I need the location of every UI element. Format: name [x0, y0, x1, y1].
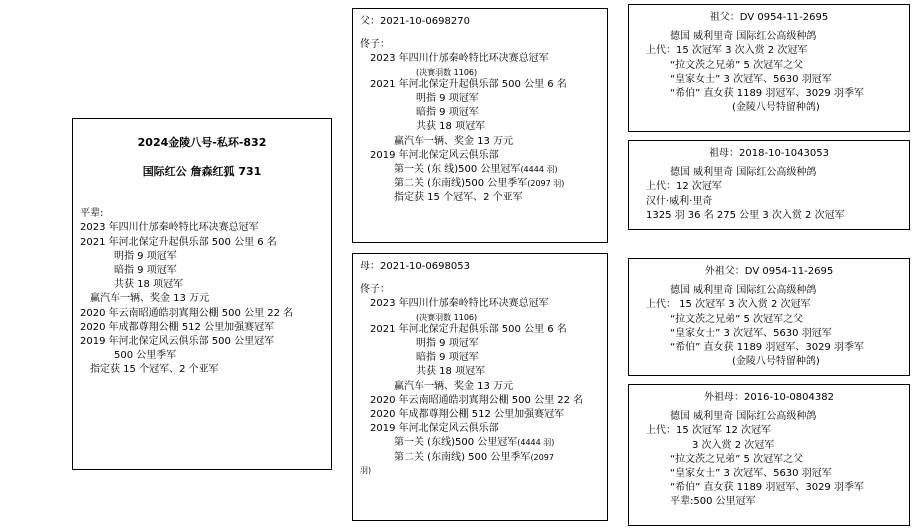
father-card	[352, 8, 608, 243]
spacer	[360, 29, 600, 38]
record-line: 明指 9 项冠军	[416, 93, 479, 105]
record-line: (金陵八号特留种鸽)	[732, 356, 820, 368]
record-line: 暗指 9 项冠军	[416, 352, 479, 364]
main-pigeon-bloodline: 国际红公 詹森红狐 731	[142, 164, 262, 178]
record-line: “皇家女士” 3 次冠军、5630 羽冠军	[670, 73, 832, 85]
record-line: 暗指 9 项冠军	[416, 107, 479, 119]
record-line: 2021 年河北保定升起俱乐部 500 公里 6 名	[370, 323, 567, 335]
record-line: 共获 18 项冠军	[416, 366, 486, 378]
record-line: 2021 年河北保定升起俱乐部 500 公里 6 名	[370, 78, 567, 90]
record-line: 2021 年河北保定升起俱乐部 500 公里 6 名	[80, 236, 277, 248]
record-line: (决赛羽数 1106)	[416, 67, 478, 77]
record-count: (2097	[530, 452, 554, 462]
record-line: 德国 威利里奇 国际红公高级种鸽	[670, 411, 817, 423]
record-line: 共获 18 项冠军	[416, 121, 486, 133]
record-line: 平辈:	[80, 208, 104, 220]
record-line: 指定获 15 个冠军、2 个亚军	[90, 364, 219, 376]
record-line: 赢汽车一辆、奖金 13 万元	[394, 135, 514, 147]
record-line: 2023 年四川什邡秦岭特比环决赛总冠军	[80, 222, 259, 234]
record-line: (金陵八号特留种鸽)	[732, 102, 820, 114]
record-text: 第一关 (东 线)500 公里冠军	[394, 164, 521, 176]
main-pigeon-ring-number: 2024金陵八号-私环-832	[137, 136, 267, 149]
record-line: 德国 威利里奇 国际红公高级种鸽	[670, 167, 817, 179]
main-pigeon-card	[72, 118, 332, 470]
record-line: 佟子：	[360, 39, 390, 51]
record-line: 2020 年成都尊翔公棚 512 公里加强赛冠军	[80, 321, 275, 333]
record-line: “希伯” 直女获 1189 羽冠军、3029 羽季军	[670, 87, 864, 99]
record-line: 2020 年成都尊翔公棚 512 公里加强赛冠军	[370, 409, 565, 421]
grandmother-card	[628, 140, 910, 230]
record-line: 上代：15 次冠军 12 次冠军	[646, 425, 771, 437]
record-line: 明指 9 项冠军	[416, 338, 479, 350]
record-line: 明指 9 项冠军	[114, 250, 177, 262]
record-line: 2020 年云南昭通皓羽寘翔公棚 500 公里 22 名	[80, 307, 294, 319]
record-count: (4444 羽)	[520, 165, 558, 175]
record-line: 2019 年河北保定风云俱乐部	[370, 423, 499, 435]
record-line: “皇家女士” 3 次冠军、5630 羽冠军	[670, 327, 832, 339]
grandfather-card	[628, 4, 910, 132]
record-line: “拉文茨之兄弟” 5 次冠军之父	[670, 59, 804, 71]
record-line: 2019 年河北保定风云俱乐部	[370, 149, 499, 161]
maternal-grandmother-card	[628, 384, 910, 526]
record-line: 2023 年四川什邡秦岭特比环决赛总冠军	[370, 298, 549, 310]
record-line	[360, 163, 600, 177]
record-line: (决赛羽数 1106)	[416, 312, 478, 322]
record-line: 2020 年云南昭通皓羽寘翔公棚 500 公里 22 名	[370, 394, 584, 406]
record-line	[360, 436, 600, 450]
record-line: “希伯” 直女获 1189 羽冠军、3029 羽季军	[670, 341, 864, 353]
record-line: 赢汽车一辆、奖金 13 万元	[90, 293, 210, 305]
record-line: “皇家女士” 3 次冠军、5630 羽冠军	[670, 467, 832, 479]
record-line: “希伯” 直女获 1189 羽冠军、3029 羽季军	[670, 482, 864, 494]
record-line: 上代：12 次冠军	[646, 181, 722, 193]
record-line: 暗指 9 项冠军	[114, 264, 177, 276]
record-line: 共获 18 项冠军	[114, 279, 184, 291]
mother-card	[352, 253, 608, 521]
maternal-grandmother-ring-number: 外祖母：2016-10-0804382	[704, 392, 834, 403]
record-line	[360, 177, 600, 191]
record-line	[360, 451, 600, 465]
record-line: 佟子：	[360, 284, 390, 296]
record-text: 第二关 (东南线) 500 公里季军	[394, 451, 531, 463]
maternal-grandfather-ring-number: 外祖父：DV 0954-11-2695	[704, 266, 834, 277]
record-line: 汉什·威利·里奇	[646, 195, 713, 207]
record-line: 德国 威利里奇 国际红公高级种鸽	[670, 285, 817, 297]
record-line: 上代：15 次冠军 3 次入赏 2 次冠军	[646, 45, 808, 57]
grandmother-ring-number: 祖母：2018-10-1043053	[709, 148, 829, 159]
record-line: 赢汽车一辆、奖金 13 万元	[394, 380, 514, 392]
spacer	[360, 274, 600, 283]
grandfather-ring-number: 祖父：DV 0954-11-2695	[709, 12, 829, 23]
main-pigeon-records	[80, 207, 324, 377]
record-line: 3 次入赏 2 次冠军	[692, 439, 775, 451]
record-text: 第二关 (东南线)500 公里季军	[394, 178, 528, 190]
record-line: “拉文茨之兄弟” 5 次冠军之父	[670, 313, 804, 325]
record-line: 上代： 15 次冠军 3 次入赏 2 次冠军	[646, 299, 811, 311]
record-count: (2097 羽)	[527, 179, 565, 189]
record-line: 羽)	[360, 465, 372, 475]
record-line: 1325 羽 36 名 275 公里 3 次入赏 2 次冠军	[646, 209, 845, 221]
record-line: “拉文茨之兄弟” 5 次冠军之父	[670, 453, 804, 465]
record-text: 第一关 (东线)500 公里冠军	[394, 437, 518, 449]
record-line: 指定获 15 个冠军、2 个亚军	[394, 192, 523, 204]
record-count: (4444 羽)	[517, 438, 555, 448]
record-line: 500 公里季军	[114, 350, 177, 362]
record-line: 2019 年河北保定风云俱乐部 500 公里冠军	[80, 335, 275, 347]
record-line: 2023 年四川什邡秦岭特比环决赛总冠军	[370, 53, 549, 65]
record-line: 平辈:500 公里冠军	[670, 496, 756, 508]
father-ring-number: 父：2021-10-0698270	[360, 16, 470, 27]
maternal-grandfather-card	[628, 258, 910, 376]
mother-ring-number: 母：2021-10-0698053	[360, 261, 470, 272]
record-line: 德国 威利里奇 国际红公高级种鸽	[670, 31, 817, 43]
